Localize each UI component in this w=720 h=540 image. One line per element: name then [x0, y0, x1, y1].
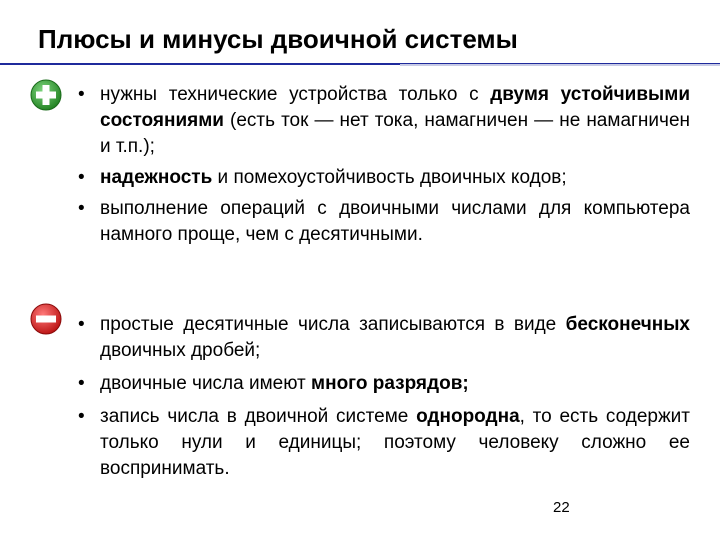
title-underline-shadow [400, 64, 720, 66]
page-number: 22 [553, 499, 570, 516]
pros-item: • нужны технические устройства только с двумя устойчивыми состояниями (есть ток — нет тока, намагничен — не намагничен и т.п.); [78, 82, 690, 160]
pros-item: • выполнение операций с двоичными числами для компьютера намного проще, чем с десятичными. [78, 196, 690, 248]
pros-list [78, 82, 690, 248]
minus-icon [30, 303, 62, 335]
cons-list [78, 312, 690, 482]
slide-title: Плюсы и минусы двоичной системы [38, 24, 518, 54]
pros-item: • надежность и помехоустойчивость двоичных кодов; [78, 165, 690, 191]
plus-icon [30, 79, 62, 111]
cons-item: • запись числа в двоичной системе однородна, то есть содержит только нули и единицы; поэтому человеку сложно ее воспринимать. [78, 404, 690, 482]
cons-item: • простые десятичные числа записываются в виде бесконечных двоичных дробей; [78, 312, 690, 364]
cons-item: • двоичные числа имеют много разрядов; [78, 371, 690, 397]
